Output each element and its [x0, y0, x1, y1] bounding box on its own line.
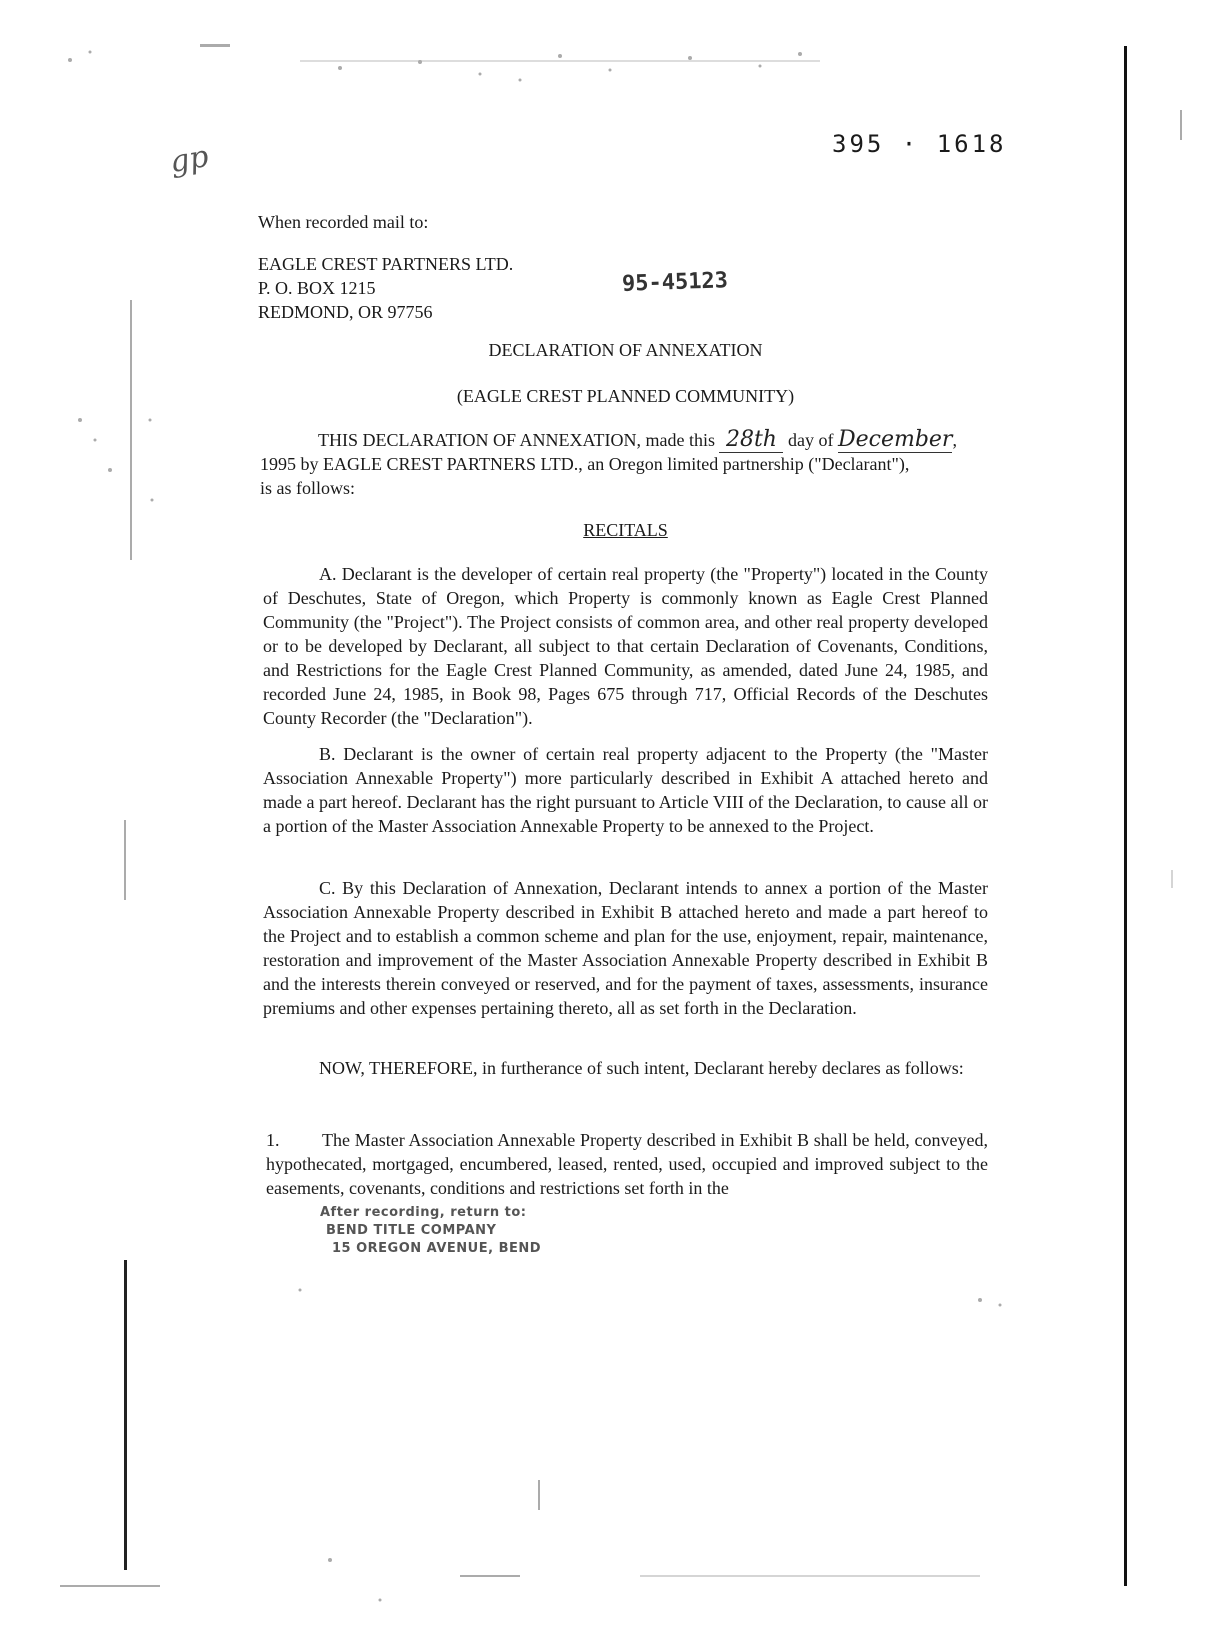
intro-line3: is as follows: — [260, 478, 356, 498]
return-stamp-line2: BEND TITLE COMPANY — [326, 1223, 497, 1238]
return-stamp-line3: 15 OREGON AVENUE, BEND — [332, 1241, 542, 1256]
intro-text-c: , — [952, 430, 957, 450]
now-therefore: NOW, THEREFORE, in furtherance of such intent, Declarant hereby declares as follows: — [319, 1058, 964, 1078]
mail-to-line1: EAGLE CREST PARTNERS LTD. — [258, 254, 514, 274]
mail-to-label: When recorded mail to: — [258, 212, 429, 232]
intro-text-a: THIS DECLARATION OF ANNEXATION, made this — [318, 430, 720, 450]
book-page-number: 395 · 1618 — [832, 130, 1007, 158]
intro-line1 — [318, 428, 957, 453]
intro-line2: 1995 by EAGLE CREST PARTNERS LTD., an Oregon limited partnership ("Declarant"), — [260, 454, 910, 474]
handwritten-day: 28th — [719, 428, 783, 453]
section-1-text: The Master Association Annexable Property described in Exhibit B shall be held, conveyed, hypothecated, mortgaged, encumbered, leased, rented, used, occupied and improved subject to the easements, covenants, conditions and restrictions set forth in the — [266, 1130, 988, 1198]
document-subtitle: (EAGLE CREST PLANNED COMMUNITY) — [456, 386, 795, 406]
mail-to-line2: P. O. BOX 1215 — [258, 278, 376, 298]
recital-c: C. By this Declaration of Annexation, Declarant intends to annex a portion of the Master Association Annexable Property described in Exhibit B attached hereto and made a part hereof to the Project and to establish a common scheme and plan for the use, enjoyment, repair, maintenance, restoration and improvement of the Master Association Annexable Property described in Exhibit B and the interests therein conveyed or reserved, and for the payment of taxes, assessments, insurance premiums and other expenses pertaining thereto, all as set forth in the Declaration. — [263, 878, 988, 1018]
initials-mark: gp — [167, 138, 212, 181]
recital-a: A. Declarant is the developer of certain real property (the "Property") located in the County of Deschutes, State of Oregon, which Property is commonly known as Eagle Crest Planned Community (the "Project"). The Project consists of common area, and other real property developed or to be developed by Declarant, all subject to that certain Declaration of Covenants, Conditions, and Restrictions for the Eagle Crest Planned Community, as amended, dated June 24, 1985, and recorded June 24, 1985, in Book 98, Pages 675 through 717, Official Records of the Deschutes County Recorder (the "Declaration"). — [263, 564, 988, 728]
document-title: DECLARATION OF ANNEXATION — [488, 340, 763, 360]
recording-number: 95-45123 — [621, 268, 729, 297]
recital-b: B. Declarant is the owner of certain real property adjacent to the Property (the "Master Association Annexable Property") more particularly described in Exhibit A attached hereto and made a part hereof. Declarant has the right pursuant to Article VIII of the Declaration, to cause all or a portion of the Master Association Annexable Property to be annexed to the Project. — [263, 744, 988, 836]
mail-to-line3: REDMOND, OR 97756 — [258, 302, 433, 322]
handwritten-month: December — [837, 427, 953, 452]
intro-text-b: day of — [783, 430, 838, 450]
section-1-number: 1. — [266, 1130, 280, 1150]
recitals-heading: RECITALS — [583, 520, 668, 540]
return-stamp-line1: After recording, return to: — [320, 1205, 527, 1220]
